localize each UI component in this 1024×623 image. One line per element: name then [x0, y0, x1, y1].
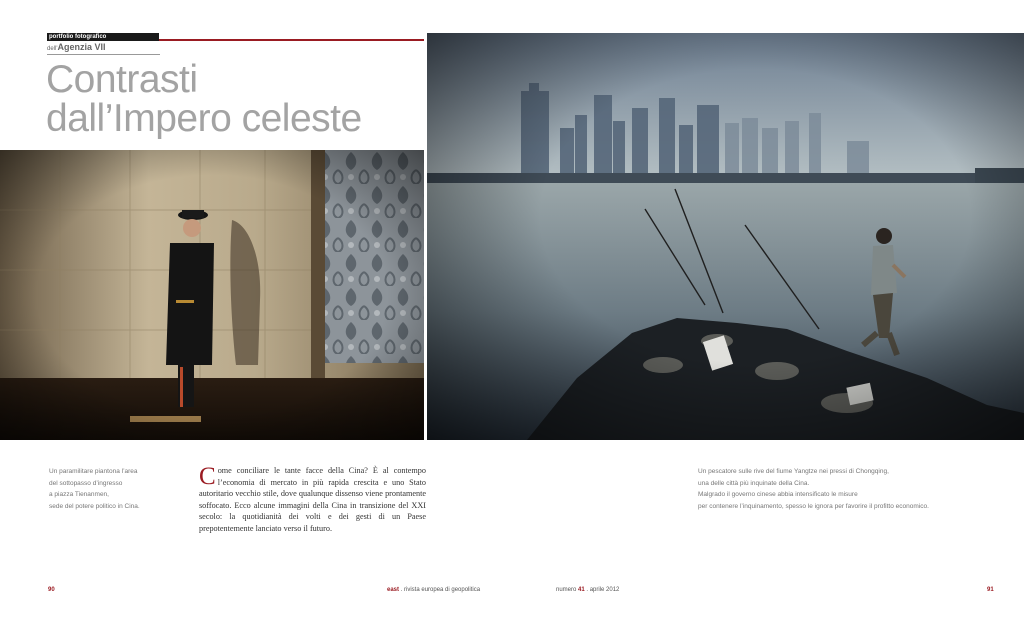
- issue-date: . aprile 2012: [584, 587, 620, 593]
- issue-number: 41: [578, 587, 585, 593]
- caption-left-line: sede del potere politico in Cina.: [49, 502, 140, 510]
- title-line-2: dall’Impero celeste: [46, 97, 362, 140]
- magazine-brand: east: [387, 587, 400, 593]
- caption-right-line: Un pescatore sulle rive del fiume Yangtze nei pressi di Chongqing,: [698, 468, 889, 475]
- intro-text: ome conciliare le tante facce della Cina? È al contempo l’economia di mercato in più rapida crescita e uno Stato autoritario vecchio stile, dove qualunque dissenso viene prontamente soffocato. Ecco alcune immagini della Cina in transizione del XXI secolo: la quotidianità dei volti e dei gesti di un Paese prepotentemente lanciato verso il futuro.: [199, 466, 426, 533]
- caption-right-line: Malgrado il governo cinese abbia intensificato le misure: [698, 491, 858, 498]
- section-kicker: portfolio fotografico: [47, 33, 159, 41]
- issue-info: [556, 587, 619, 593]
- photo-paramilitary-guard: [0, 150, 424, 440]
- page-number-left: 90: [48, 587, 55, 593]
- photo-fisherman-yangtze: [427, 33, 1024, 440]
- fisherman-photo-illustration: [427, 33, 1024, 440]
- caption-left-line: del sottopasso d’ingresso: [49, 479, 123, 487]
- guard-photo-illustration: [0, 150, 424, 440]
- intro-paragraph: [199, 465, 426, 535]
- caption-left-line: Un paramilitare piantona l’area: [49, 468, 138, 475]
- agency-name: Agenzia VII: [57, 42, 106, 52]
- magazine-name: [387, 587, 480, 593]
- caption-right-line: una delle città più inquinate della Cina.: [698, 479, 810, 487]
- issue-prefix: numero: [556, 587, 579, 593]
- header-rule: [159, 39, 424, 41]
- drop-cap: C: [199, 463, 216, 490]
- agency-prefix: dell': [47, 46, 58, 52]
- page-number-right: 91: [987, 587, 994, 593]
- caption-left-line: a piazza Tienanmen,: [49, 491, 109, 498]
- caption-right-line: per contenere l’inquinamento, spesso le ignora per favorire il profitto economico.: [698, 502, 929, 510]
- caption-right: [698, 466, 998, 512]
- caption-left: [49, 466, 169, 512]
- page-title: [46, 60, 362, 138]
- magazine-tagline: . rivista europea di geopolitica: [399, 587, 481, 593]
- title-line-1: Contrasti: [46, 58, 198, 101]
- agency-credit: [47, 42, 106, 52]
- agency-rule: [47, 54, 160, 55]
